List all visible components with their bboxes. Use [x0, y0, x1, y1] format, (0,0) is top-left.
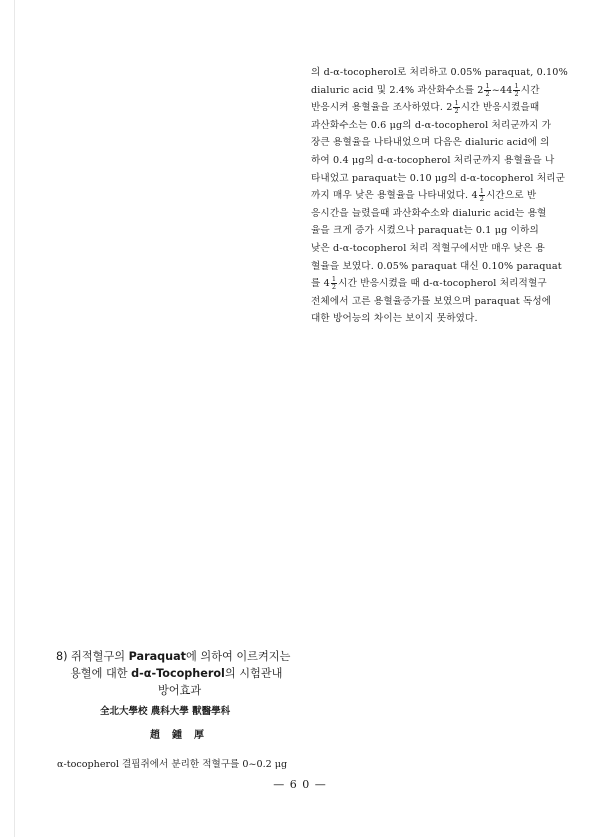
- page-edge-line: [14, 0, 15, 837]
- text-line: dialuric acid 및 2.4% 과산화수소를 2 $\frac{1}{2}$ ~44 $\frac{1}{2}$ 시간: [311, 81, 540, 98]
- text-line: 타내었고 paraquat는 0.10 μg의 d-α-tocopherol 처리군: [311, 172, 566, 184]
- page-number: — 6 0 —: [273, 778, 327, 791]
- text-line: 과산화수소는 0.6 μg의 d-α-tocopherol 처리군까지 가: [311, 119, 552, 131]
- text-line: 낮은 d-α-tocopherol 처리 적혈구에서만 매우 낮은 용: [311, 242, 545, 254]
- text-line: 응시간을 늘렸을때 과산화수소와 dialuric acid는 용혈: [311, 207, 547, 219]
- text-line: 를 4 $\frac{1}{2}$ 시간 반응시켰을 때 d-α-tocopherol 처리적혈구: [311, 275, 547, 292]
- text-line: 혈율을 보였다. 0.05% paraquat 대신 0.10% paraquat: [311, 260, 562, 272]
- text-line: 율을 크게 증가 시켰으나 paraquat는 0.1 μg 이하의: [311, 225, 539, 237]
- abstract-first-line: α-tocopherol 결핍쥐에서 분리한 적혈구를 0~0.2 μg: [57, 759, 288, 770]
- author-name: 趙鍾厚: [150, 730, 216, 741]
- fraction: $\frac{1}{2}$: [514, 81, 519, 98]
- text-line: 의 d-α-tocopherol로 처리하고 0.05% paraquat, 0.10%: [311, 67, 568, 78]
- text-line: 장큰 용혈율을 나타내었으며 다음은 dialuric acid에 의: [311, 137, 550, 149]
- fraction: $\frac{1}{2}$: [454, 99, 459, 116]
- body-text-column: [311, 64, 573, 328]
- fraction: $\frac{1}{2}$: [331, 275, 337, 292]
- text-line: 까지 매우 낮은 용혈율을 나타내었다. 4 $\frac{1}{2}$ 시간으로 반: [311, 187, 537, 204]
- author-affiliation: 全北大學校 農科大學 獸醫學科: [100, 706, 231, 717]
- text-line: 하여 0.4 μg의 d-α-tocopherol 처리군까지 용혈율을 나: [311, 154, 555, 166]
- text-line: 대한 방어능의 차이는 보이지 못하였다.: [311, 313, 478, 325]
- fraction: $\frac{1}{2}$: [479, 187, 485, 204]
- fraction: $\frac{1}{2}$: [485, 81, 490, 98]
- text-line: 전체에서 고른 용혈율증가를 보였으며 paraquat 독성에: [311, 295, 552, 307]
- text-line: 반응시켜 용혈율을 조사하였다. 2 $\frac{1}{2}$ 시간 반응시켰을때: [311, 99, 540, 116]
- abstract-title: 8) 쥐적혈구의 Paraquat에 의하여 이르켜지는 용혈에 대한 d-α-Tocopherol의 시험관내 방어효과: [56, 650, 291, 697]
